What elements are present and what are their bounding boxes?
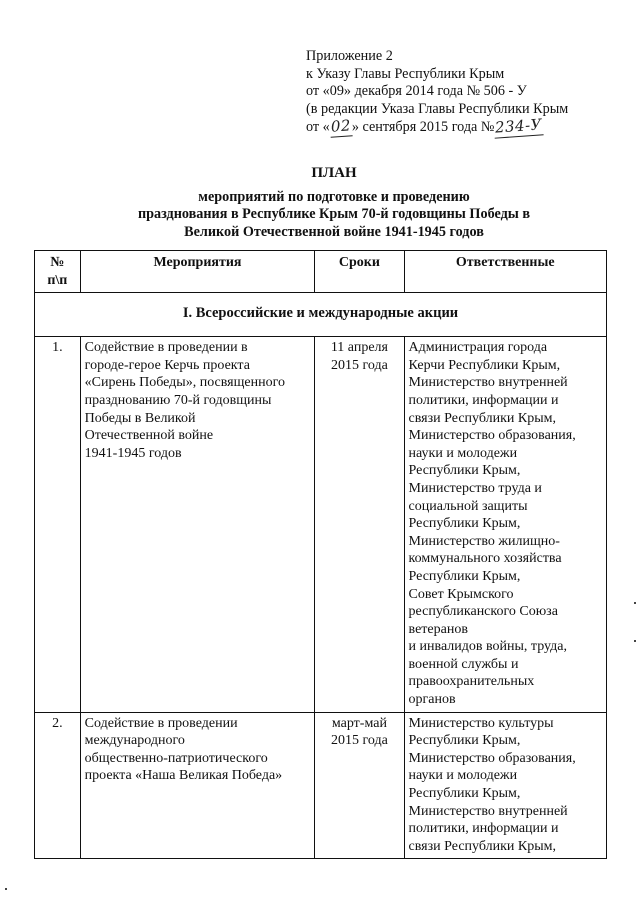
scan-speck (634, 602, 636, 604)
header-events: Мероприятия (80, 251, 315, 293)
title-line-2: мероприятий по подготовке и проведению (198, 188, 470, 205)
plan-table (34, 250, 607, 859)
title-line-3: празднования в Республике Крым 70-й годовщины Победы в (137, 206, 531, 223)
row-event: Содействие в проведении в городе-герое Керчь проекта «Сирень Победы», посвященного празднованию 70-й годовщины Победы в Великой Отечественной войне 1941-1945 годов (80, 337, 315, 712)
decree-date-number: от «09» декабря 2014 года № 506 - У (306, 83, 527, 100)
header-number: № п\п (35, 251, 81, 293)
row-event: Содействие в проведении международного общественно-патриотического проекта «Наша Великая Победа» (80, 712, 315, 859)
header-responsible: Ответственные (404, 251, 606, 293)
handwritten-number: 234-У (494, 115, 543, 137)
title-line-4: Великой Отечественной войне 1941-1945 годов (184, 223, 484, 240)
document-title (60, 165, 608, 241)
amendment-date-number (306, 115, 568, 137)
table-header-row (35, 251, 607, 293)
section-title: I. Всероссийские и международные акции (35, 293, 607, 337)
table-row (35, 337, 607, 712)
row-date: март-май 2015 года (315, 712, 404, 859)
row-responsible: Администрация города Керчи Республики Крым, Министерство внутренней политики, информации и связи Республики Крым, Министерство образования, науки и молодежи Республики Крым, Министерство труда и социальной защиты Республики Крым, Министерство жилищно- коммунального хозяйства Республики Крым, Совет Крымского республиканского Союза ветеранов и инвалидов войны, труда, военной службы и правоохранительных органов (404, 337, 606, 712)
amendment-date-prefix: от « (306, 119, 330, 136)
scan-speck (5, 888, 7, 890)
appendix-label: Приложение 2 (306, 48, 393, 64)
document-header (306, 48, 568, 137)
handwritten-day: 02 (330, 116, 352, 137)
decree-reference: к Указу Главы Республики Крым (306, 65, 505, 82)
title-main: ПЛАН (311, 165, 357, 181)
row-date: 11 апреля 2015 года (315, 337, 404, 712)
scan-speck (634, 640, 636, 642)
table-row (35, 712, 607, 859)
row-responsible: Министерство культуры Республики Крым, Министерство образования, науки и молодежи Республики Крым, Министерство внутренней политики, информации и связи Республики Крым, (404, 712, 606, 859)
header-dates: Сроки (315, 251, 404, 293)
amendment-reference: (в редакции Указа Главы Республики Крым (306, 100, 569, 117)
section-row (35, 293, 607, 337)
row-number: 1. (35, 337, 81, 712)
row-number: 2. (35, 712, 81, 859)
amendment-date-mid: » сентября 2015 года № (351, 119, 495, 136)
